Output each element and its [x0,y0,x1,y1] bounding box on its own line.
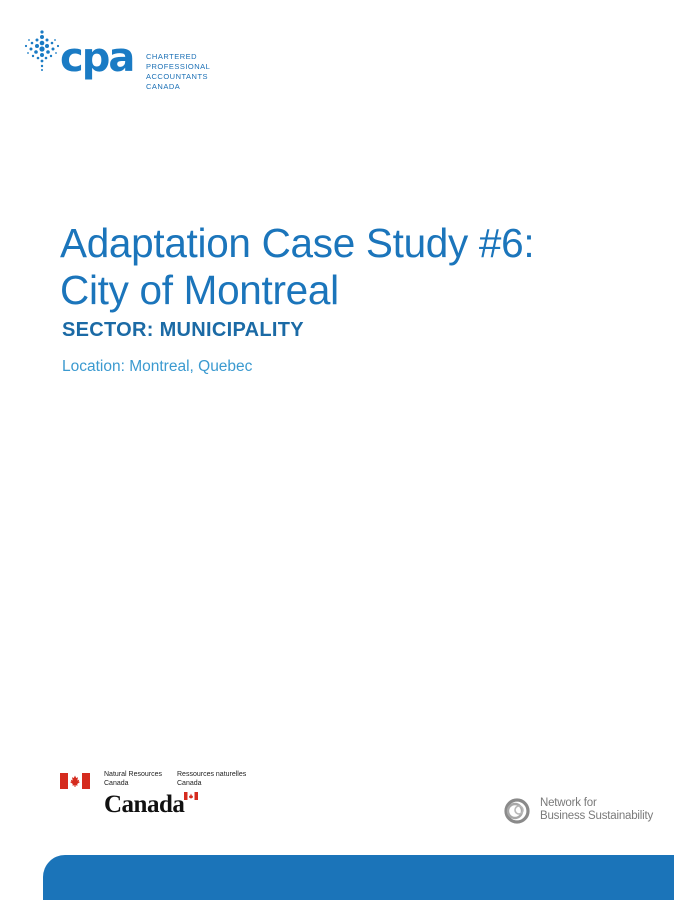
nbs-text [540,797,653,823]
nbs-logo [502,796,662,830]
cpa-wordmark: cpa [60,35,134,81]
footer-band [43,855,674,900]
canada-wordmark: Canada [104,791,185,818]
cpa-logo [22,28,232,98]
title-line-2: City of Montreal [60,267,339,313]
cpa-logo-line: CHARTERED [146,52,198,61]
nbs-line-1: Network for [540,797,597,809]
page-title [60,220,534,314]
nrcan-logo [60,770,260,822]
nrcan-french-label: Ressources naturelles Canada [177,771,247,787]
canada-flag-icon [60,773,90,789]
cpa-logo-line: ACCOUNTANTS [146,72,209,81]
cpa-logo-text [146,52,210,92]
cpa-logo-line: CANADA [146,82,181,91]
canada-wordmark-flag-icon [184,792,198,800]
location-text: Location: Montreal, Quebec [62,358,253,375]
cpa-logo-line: PROFESSIONAL [146,62,211,71]
title-line-1: Adaptation Case Study #6: [60,220,535,266]
nbs-circle-icon [502,796,532,826]
sector-heading: SECTOR: MUNICIPALITY [62,319,304,341]
nrcan-english-label: Natural Resources Canada [104,771,162,787]
maple-leaf-dots-icon [22,28,62,74]
nbs-line-2: Business Sustainability [540,810,654,822]
